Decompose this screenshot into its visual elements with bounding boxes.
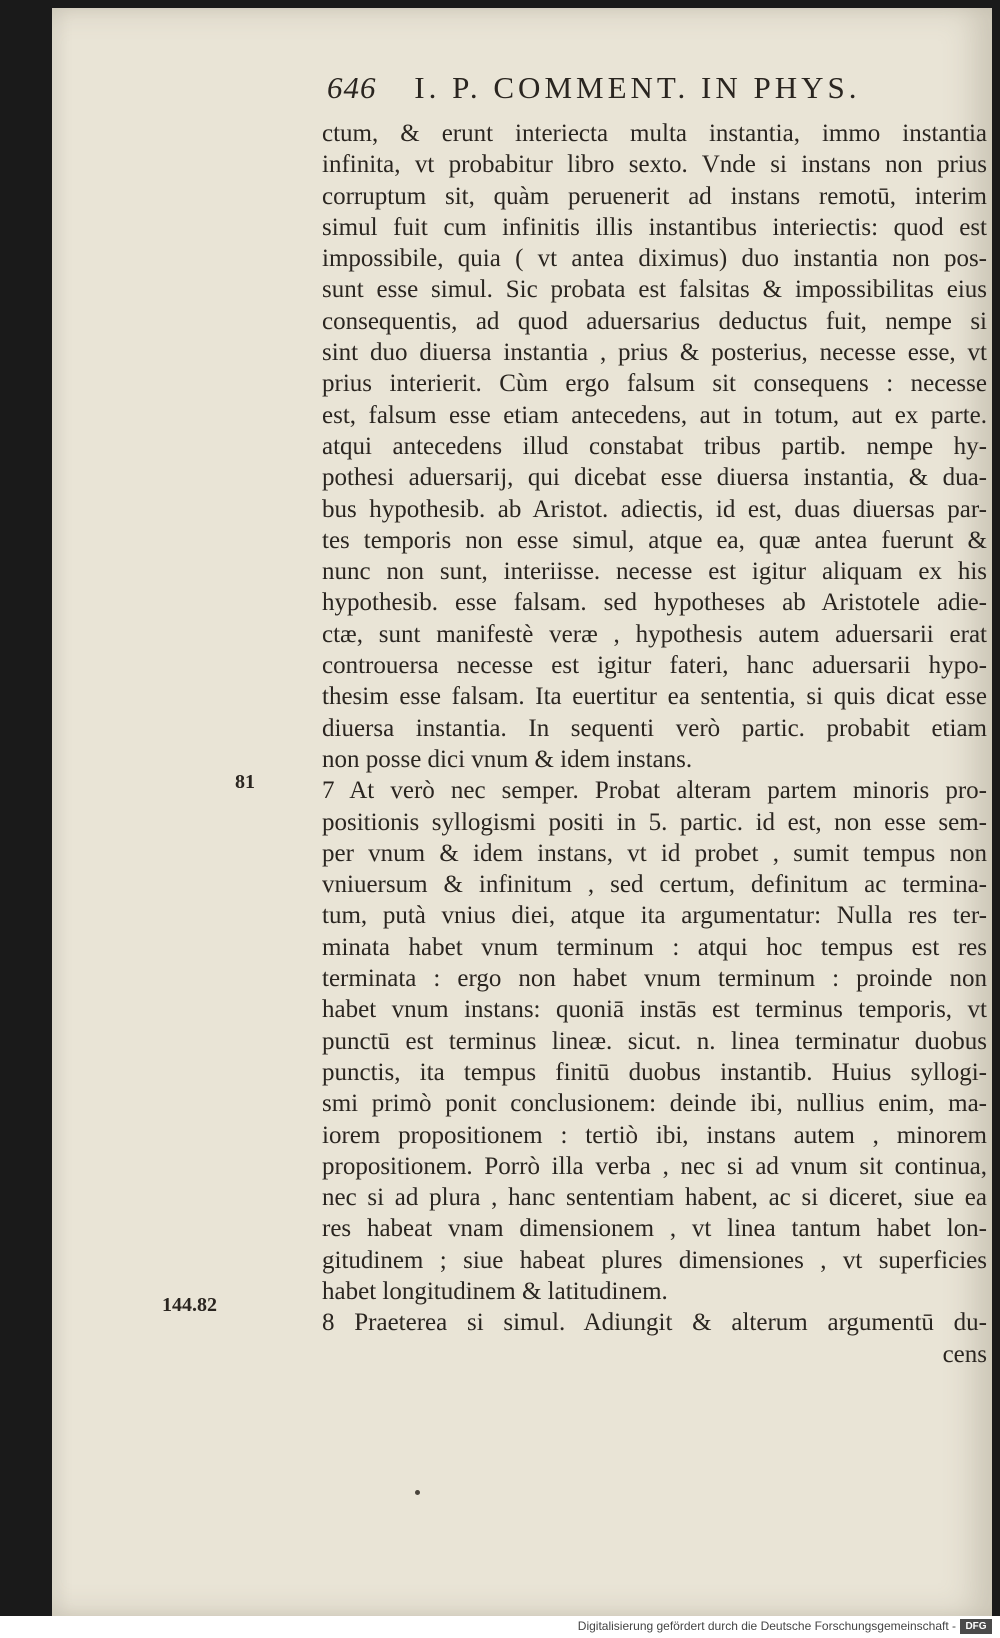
text-line: non posse dici vnum & idem instans. (322, 745, 693, 773)
running-header (327, 70, 861, 106)
text-line: nunc non sunt, interiisse. necesse est igitur aliquam ex his (322, 558, 987, 586)
text-line: est, falsum esse etiam antecedens, aut in totum, aut ex parte. (322, 401, 987, 429)
text-line: habet vnum instans: quoniā instās est terminus temporis, vt (322, 996, 987, 1024)
text-line: tes temporis non esse simul, atque ea, quæ antea fuerunt & (322, 526, 987, 554)
text-line: thesim esse falsam. Ita euertitur ea sententia, si quis dicat esse (322, 683, 987, 711)
text-line: diuersa instantia. In sequenti verò partic. probabit etiam (322, 714, 987, 742)
book-page (52, 8, 992, 1616)
text-line: 8 Praeterea si simul. Adiungit & alterum argumentū du- (322, 1309, 987, 1337)
margin-note: 81 (235, 771, 255, 793)
text-line: ctæ, sunt manifestè veræ , hypothesis autem aduersarii erat (322, 620, 987, 648)
body-text (322, 118, 987, 1370)
text-line: pothesi aduersarij, qui dicebat esse diuersa instantia, & dua- (322, 464, 987, 492)
text-line: sint duo diuersa instantia , prius & posterius, necesse esse, vt (322, 339, 987, 367)
text-line: terminata : ergo non habet vnum terminum : proinde non (322, 965, 987, 993)
text-line: infinita, vt probabitur libro sexto. Vnde si instans non prius (322, 151, 987, 179)
text-line: smi primò ponit conclusionem: deinde ibi, nullius enim, ma- (322, 1090, 987, 1118)
text-line: vniuersum & infinitum , sed certum, definitum ac termina- (322, 871, 987, 899)
text-line: ctum, & erunt interiecta multa instantia, immo instantia (322, 120, 987, 147)
text-line: consequentis, ad quod aduersarius deductus fuit, nempe si (322, 307, 987, 335)
ink-dot (415, 1490, 420, 1495)
text-line: iorem propositionem : tertiò ibi, instans autem , minorem (322, 1121, 987, 1149)
text-line: impossibile, quia ( vt antea diximus) duo instantia non pos- (322, 245, 987, 273)
text-line: res habeat vnam dimensionem , vt linea tantum habet lon- (322, 1215, 987, 1243)
text-line: per vnum & idem instans, vt id probet , sumit tempus non (322, 839, 987, 867)
margin-note: 144.82 (162, 1294, 217, 1316)
text-line: gitudinem ; siue habeat plures dimensiones , vt superficies (322, 1246, 987, 1274)
text-line: nec si ad plura , hanc sententiam habent, ac si diceret, siue ea (322, 1184, 987, 1212)
text-line: bus hypothesib. ab Aristot. adiectis, id est, duas diuersas par- (322, 495, 987, 523)
footer-bar (0, 1616, 1000, 1638)
text-line: controuersa necesse est igitur fateri, hanc aduersarii hypo- (322, 652, 987, 680)
dfg-logo: DFG (960, 1619, 992, 1634)
page-number: 646 (327, 70, 377, 105)
text-line: simul fuit cum infinitis illis instantibus interiectis: quod est (322, 213, 987, 241)
text-line: sunt esse simul. Sic probata est falsitas & impossibilitas eius (322, 276, 987, 304)
text-line: 7 At verò nec semper. Probat alteram partem minoris pro- (322, 777, 987, 805)
text-line: hypothesib. esse falsam. sed hypotheses ab Aristotele adie- (322, 589, 987, 617)
text-line: prius interierit. Cùm ergo falsum sit consequens : necesse (322, 370, 987, 398)
catchword: cens (942, 1340, 987, 1368)
text-line: habet longitudinem & latitudinem. (322, 1277, 668, 1305)
running-title: I. P. COMMENT. IN PHYS. (414, 70, 861, 105)
text-line: minata habet vnum terminum : atqui hoc tempus est res (322, 933, 987, 961)
text-line: punctis, ita tempus finitū duobus instantib. Huius syllogi- (322, 1058, 987, 1086)
text-line: positionis syllogismi positi in 5. partic. id est, non esse sem- (322, 808, 987, 836)
text-line: corruptum sit, quàm peruenerit ad instans remotū, interim (322, 182, 987, 210)
text-line: punctū est terminus lineæ. sicut. n. linea terminatur duobus (322, 1027, 987, 1055)
text-line: atqui antecedens illud constabat tribus partib. nempe hy- (322, 432, 987, 460)
text-line: propositionem. Porrò illa verba , nec si ad vnum sit continua, (322, 1152, 987, 1180)
text-line: tum, putà vnius diei, atque ita argumentatur: Nulla res ter- (322, 902, 987, 930)
footer-credit: Digitalisierung gefördert durch die Deutsche Forschungsgemeinschaft - (577, 1619, 956, 1633)
